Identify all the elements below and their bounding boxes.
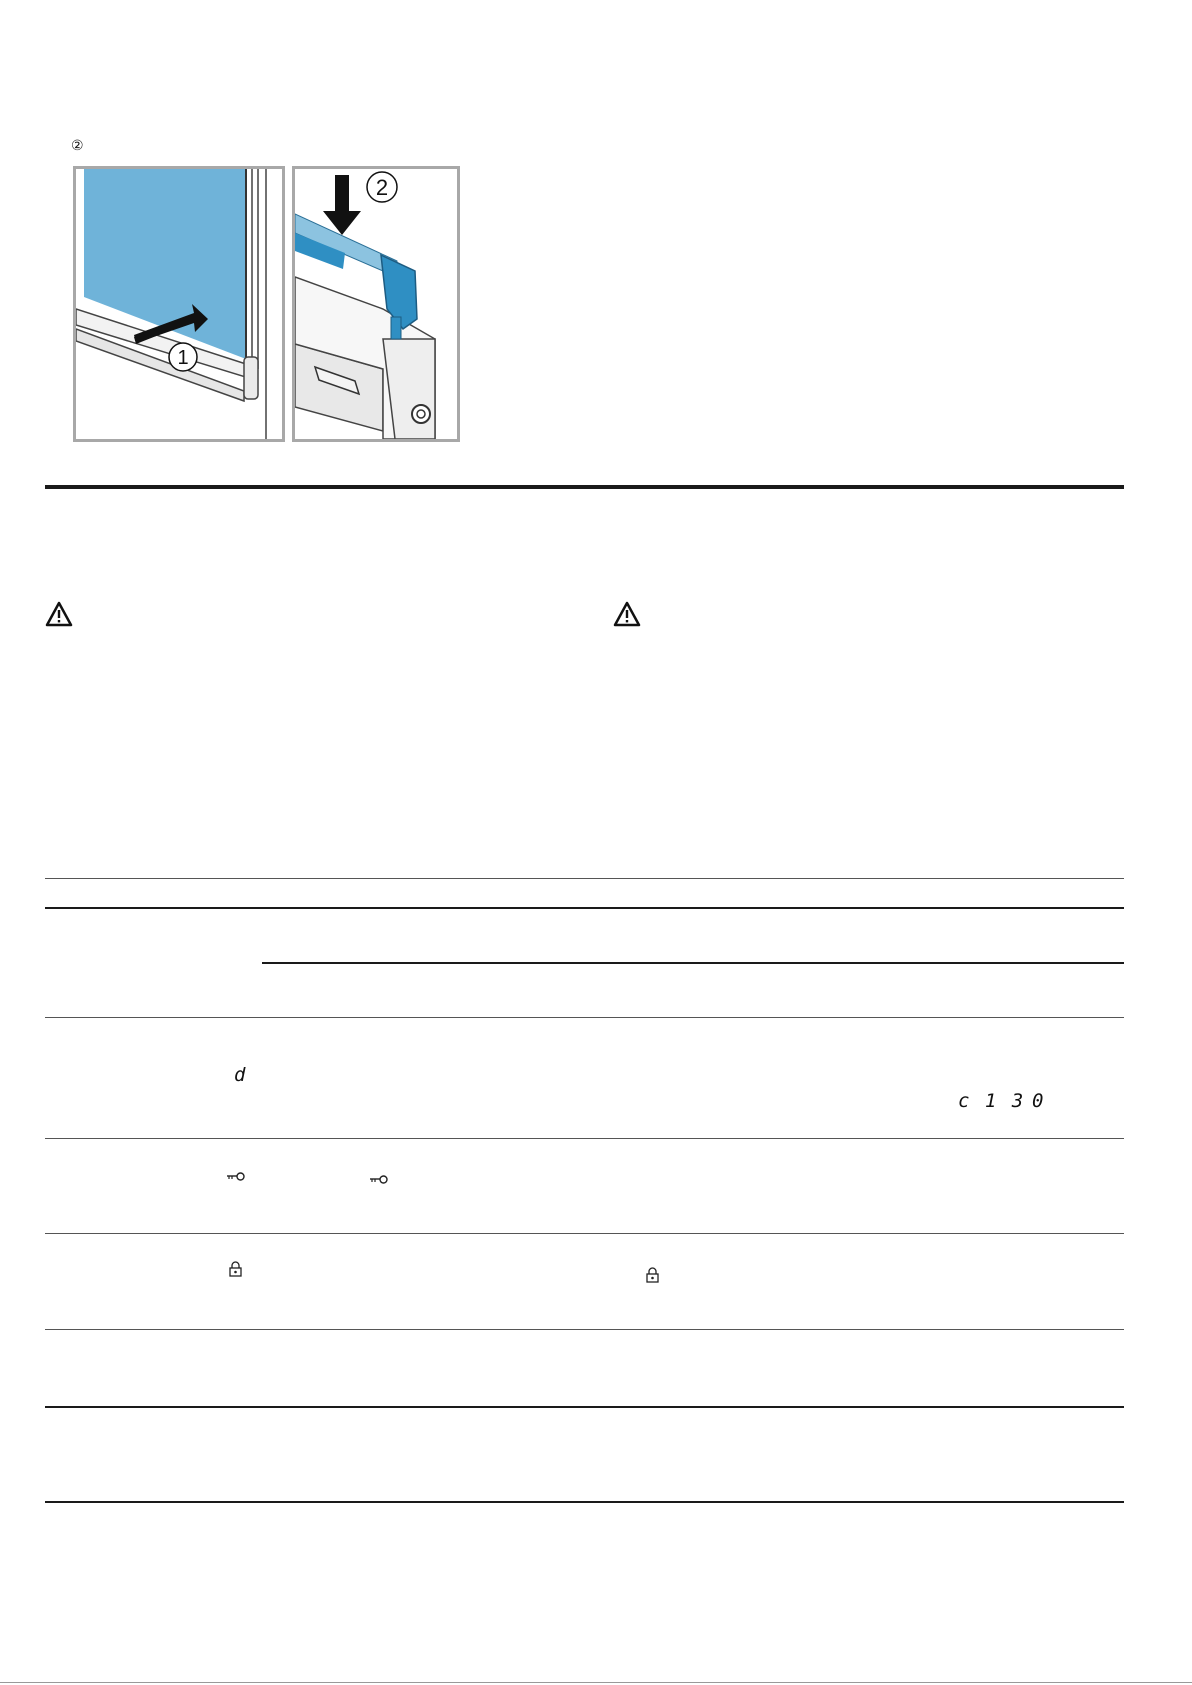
display-symbol-d: d bbox=[234, 1064, 247, 1086]
table-row-rule bbox=[45, 1138, 1124, 1139]
key-icon bbox=[226, 1171, 246, 1183]
table-row-rule bbox=[45, 1406, 1124, 1408]
callout-label-2: 2 bbox=[375, 175, 389, 200]
table-row-rule bbox=[45, 1329, 1124, 1330]
clip-press-illustration bbox=[295, 169, 457, 439]
display-code: c 1 3 bbox=[958, 1090, 1025, 1112]
callout-label-1: 1 bbox=[177, 347, 189, 369]
table-top-rule bbox=[45, 878, 1124, 879]
slide-door-illustration bbox=[76, 169, 282, 439]
page-footer-rule bbox=[0, 1682, 1192, 1683]
figure-panel-clip-press bbox=[292, 166, 460, 442]
warning-triangle-icon bbox=[45, 601, 73, 627]
table-row-rule bbox=[45, 1017, 1124, 1018]
section-divider bbox=[45, 485, 1124, 489]
table-bottom-rule bbox=[45, 1501, 1124, 1503]
child-lock-icon bbox=[229, 1261, 242, 1277]
table-header-rule bbox=[45, 907, 1124, 909]
table-subrow-rule bbox=[262, 962, 1124, 964]
figure-panel-slide-door bbox=[73, 166, 285, 442]
child-lock-icon bbox=[646, 1267, 659, 1283]
step-marker: ② bbox=[71, 137, 84, 153]
key-icon bbox=[369, 1174, 389, 1186]
warning-triangle-icon bbox=[613, 601, 641, 627]
display-code-value: 0 bbox=[1032, 1090, 1045, 1112]
table-row-rule bbox=[45, 1233, 1124, 1234]
